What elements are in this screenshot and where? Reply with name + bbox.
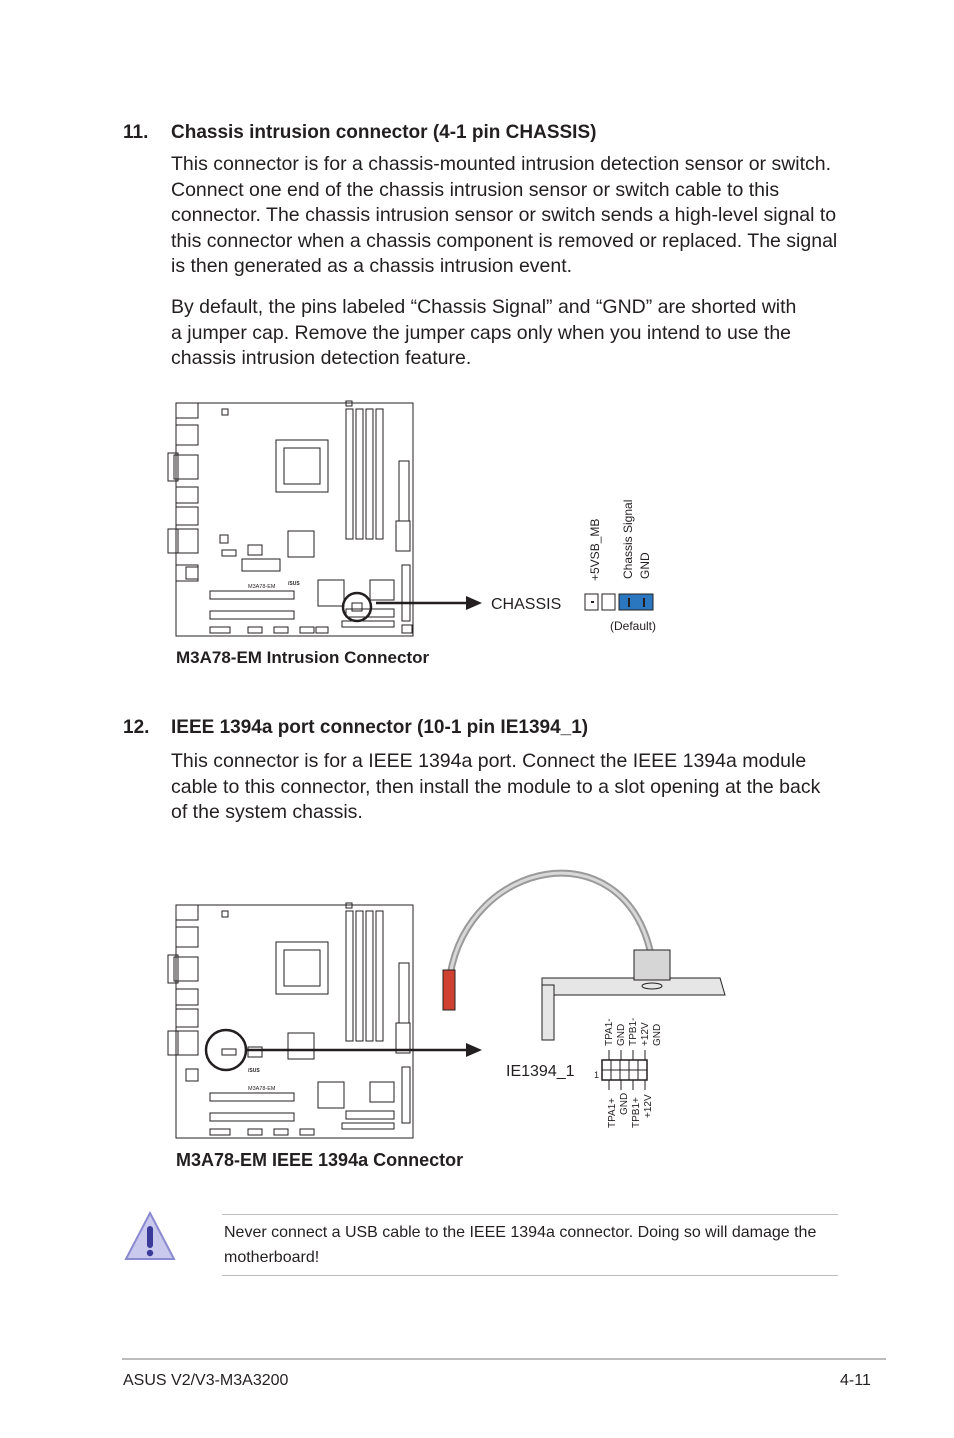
section-12-number: 12.: [123, 717, 150, 738]
pin-label-gnd: GND: [638, 552, 652, 579]
pin-label-chassis-signal: Chassis Signal: [621, 499, 635, 579]
section-11-paragraph-2: By default, the pins labeled “Chassis Signal” and “GND” are shorted with a jumper cap. Remove the jumper caps only when you intend to use the chassis intrusion detection feature.: [171, 296, 797, 370]
figure-2-caption: M3A78-EM IEEE 1394a Connector: [176, 1150, 464, 1170]
warning-top-rule: [222, 1214, 838, 1215]
ieee1394-connector-label: IE1394_1: [506, 1063, 575, 1080]
module-bracket: [542, 978, 725, 995]
svg-text:/SUS: /SUS: [248, 1068, 260, 1074]
pin1-marker: 1: [594, 1070, 600, 1080]
footer-rule: [122, 1358, 886, 1360]
section-11-title: Chassis intrusion connector (4-1 pin CHASSIS): [171, 122, 597, 143]
warning-bottom-rule: [222, 1275, 838, 1276]
jumper-cap: [619, 594, 653, 610]
section-11-paragraph-1: This connector is for a chassis-mounted intrusion detection sensor or switch. Connect one end of the chassis intrusion sensor or switch cable to this connector. The chassis intrusion sensor or switch sends a high-level signal to this connector when a chassis component is removed or replaced. The signal is then generated as a chassis intrusion event.: [171, 153, 838, 278]
ieee1394-highlight-circle: [206, 1030, 246, 1070]
top-pin-label: +12V: [640, 1022, 651, 1046]
cable-plug: [443, 970, 455, 1010]
top-pin-label: TPB1-: [628, 1017, 639, 1046]
board-label: M3A78-EM: [248, 1086, 276, 1092]
section-11-number: 11.: [123, 122, 149, 143]
section-12-paragraph-1: This connector is for a IEEE 1394a port. Connect the IEEE 1394a module cable to this connector, then install the module to a slot opening at the back of the system chassis.: [171, 750, 821, 824]
warning-icon: [124, 1210, 176, 1262]
board-label: M3A78-EM: [248, 584, 276, 590]
figure-1-caption: M3A78-EM Intrusion Connector: [176, 648, 430, 667]
warning-text: Never connect a USB cable to the IEEE 1394a connector. Doing so will damage the motherboard!: [224, 1224, 817, 1266]
chassis-connector-label: CHASSIS: [491, 596, 562, 613]
motherboard-outline: [176, 905, 413, 1138]
bottom-pin-label: +12V: [643, 1094, 654, 1118]
default-label: (Default): [610, 619, 657, 633]
footer-left: ASUS V2/V3-M3A3200: [123, 1372, 289, 1389]
top-pin-label: GND: [616, 1023, 627, 1046]
svg-text:/SUS: /SUS: [288, 581, 300, 587]
bottom-pin-label: TPB1+: [631, 1097, 642, 1128]
motherboard-outline: [176, 403, 413, 636]
intrusion-connector-figure: [150, 395, 710, 645]
bottom-pin-label: GND: [619, 1092, 630, 1115]
pin-label-5vsb: +5VSB_MB: [588, 518, 602, 581]
footer-page-number: 4-11: [840, 1372, 871, 1389]
top-pin-label: TPA1-: [604, 1018, 615, 1046]
bottom-pin-label: TPA1+: [607, 1097, 618, 1128]
ieee1394-connector-figure: [150, 850, 730, 1150]
section-12-title: IEEE 1394a port connector (10-1 pin IE1394_1): [171, 717, 589, 738]
top-pin-label: GND: [652, 1023, 663, 1046]
